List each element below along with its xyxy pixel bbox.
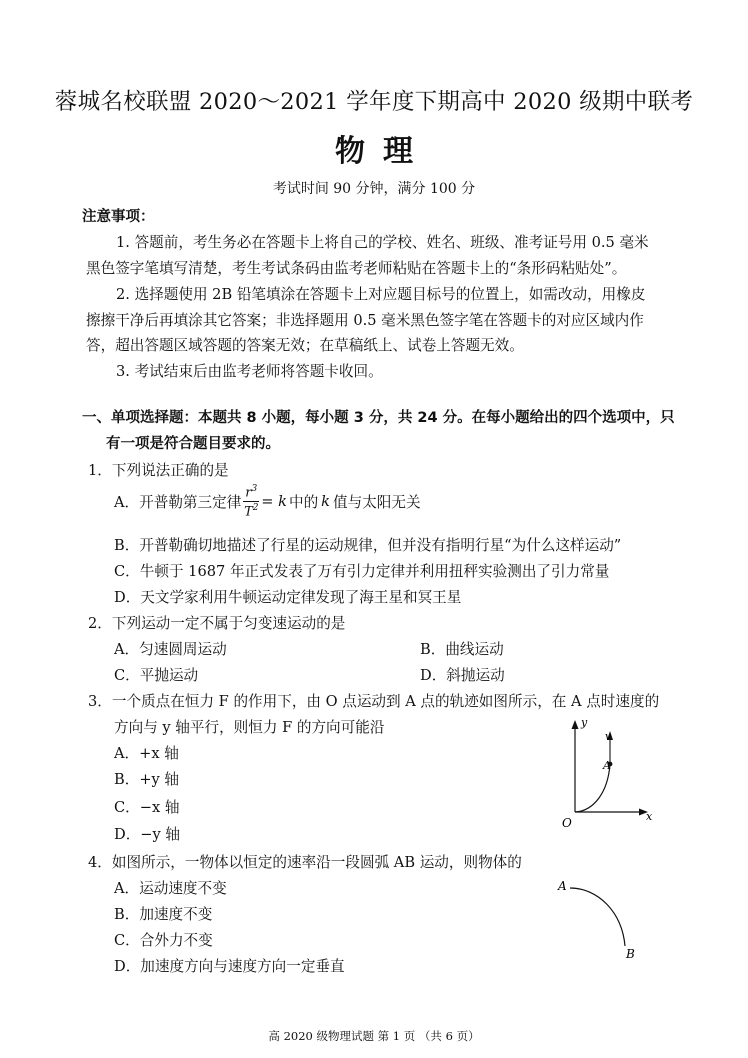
q3-option-a: A．+x 轴 (114, 745, 179, 762)
exam-title: 蓉城名校联盟 2020～2021 学年度下期高中 2020 级期中联考 (54, 89, 694, 115)
notice-item-2-line-3: 答，超出答题区域答题的答案无效；在草稿纸上、试卷上答题无效。 (86, 337, 524, 354)
fig-x-label: x (646, 810, 653, 823)
q3-stem-line-2: 方向与 y 轴平行，则恒力 F 的方向可能沿 (114, 719, 385, 736)
q1-option-d: D．天文学家利用牛顿运动定律发现了海王星和冥王星 (114, 589, 462, 606)
equals-k: = k (261, 493, 287, 511)
numerator-exponent: 3 (251, 484, 258, 494)
q1-option-b: B．开普勒确切地描述了行星的运动规律，但并没有指明行星“为什么这样运动” (114, 537, 622, 554)
section-1-heading-line-1: 一、单项选择题：本题共 8 小题，每小题 3 分，共 24 分。在每小题给出的四个选项中，只 (82, 410, 675, 426)
q4-arc-figure (548, 874, 648, 964)
q3-option-b: B．+y 轴 (114, 771, 180, 788)
fraction-numerator: r (245, 485, 252, 501)
notice-heading: 注意事项： (82, 209, 155, 225)
q2-option-c: C．平抛运动 (114, 667, 199, 684)
q4-stem: 4．如图所示，一物体以恒定的速率沿一段圆弧 AB 运动，则物体的 (88, 854, 522, 871)
page-footer: 高 2020 级物理试题 第 1 页 （共 6 页） (268, 1029, 480, 1043)
q1-option-a-text-1: 中的 (288, 494, 319, 512)
time-note: 考试时间 90 分钟，满分 100 分 (272, 181, 476, 197)
q4-option-c: C．合外力不变 (114, 932, 213, 949)
fraction-denominator: T (244, 504, 253, 520)
fig-a-label: A (603, 759, 611, 772)
q1-option-a-text-2: 值与太阳无关 (333, 494, 421, 512)
subject-title: 物理 (335, 134, 431, 169)
q1-stem: 1．下列说法正确的是 (88, 462, 229, 479)
q1-option-a-prefix: A．开普勒第三定律 (114, 494, 242, 512)
notice-item-3: 3. 考试结束后由监考老师将答题卡收回。 (116, 363, 383, 380)
kepler-fraction (243, 485, 259, 519)
q1-option-a (114, 485, 421, 519)
q3-stem-line-1: 3．一个质点在恒力 F 的作用下，由 O 点运动到 A 点的轨迹如图所示，在 A 点时速度的 (88, 693, 660, 710)
y-axis-arrow-icon (572, 720, 579, 729)
q2-option-a: A．匀速圆周运动 (114, 641, 227, 658)
arc-ab (570, 888, 625, 946)
k-symbol: k (321, 493, 331, 511)
section-1-heading-line-2: 有一项是符合题目要求的。 (106, 436, 280, 452)
q2-option-b: B．曲线运动 (420, 641, 504, 658)
fig-origin-label: O (562, 816, 572, 830)
q3-option-c: C．−x 轴 (114, 799, 180, 816)
fig-y-label: y (581, 716, 588, 729)
q4-option-b: B．加速度不变 (114, 906, 213, 923)
q2-option-d: D．斜抛运动 (420, 667, 505, 684)
fig-v-label: v (605, 730, 612, 743)
q3-trajectory-figure (548, 712, 664, 834)
notice-item-1-line-1: 1. 答题前，考生务必在答题卡上将自己的学校、姓名、班级、准考证号用 0.5 毫米 (116, 234, 649, 251)
notice-item-2-line-1: 2. 选择题使用 2B 铅笔填涂在答题卡上对应题目标号的位置上，如需改动，用橡皮 (116, 286, 646, 303)
notice-item-1-line-2: 黑色签字笔填写清楚，考生考试条码由监考老师粘贴在答题卡上的“条形码粘贴处”。 (86, 260, 627, 277)
q2-stem: 2．下列运动一定不属于匀变速运动的是 (88, 615, 346, 632)
fig-point-b-label: B (626, 947, 635, 961)
notice-item-2-line-2: 擦擦干净后再填涂其它答案；非选择题用 0.5 毫米黑色签字笔在答题卡的对应区域内作 (86, 312, 644, 329)
fig-point-a-label: A (558, 879, 567, 893)
denominator-exponent: 2 (252, 503, 259, 514)
q3-option-d: D．−y 轴 (114, 826, 180, 843)
q4-option-a: A．运动速度不变 (114, 880, 227, 897)
q4-option-d: D．加速度方向与速度方向一定垂直 (114, 958, 345, 975)
q1-option-c: C．牛顿于 1687 年正式发表了万有引力定律并利用扭秤实验测出了引力常量 (114, 563, 610, 580)
